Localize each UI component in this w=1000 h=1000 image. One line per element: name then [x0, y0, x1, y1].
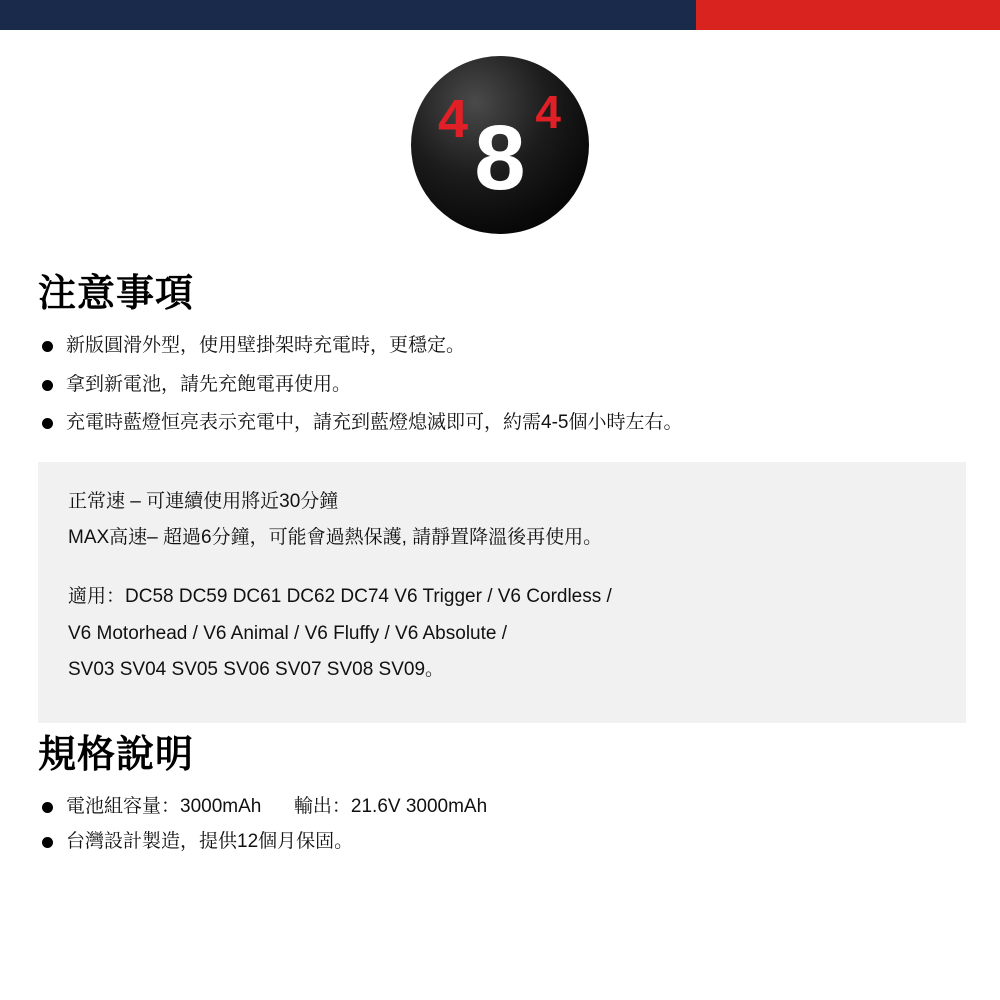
brand-logo-circle-icon — [411, 56, 589, 234]
spec-section-title: 規格說明 — [38, 733, 195, 776]
normal-speed-line: 正常速 – 可連續使用將近30分鐘 — [68, 490, 339, 512]
spec-list — [38, 794, 966, 855]
battery-capacity-label: 電池組容量：3000mAh — [66, 795, 262, 817]
compatibility-line-3: SV03 SV04 SV05 SV06 SV07 SV08 SV09。 — [68, 659, 445, 681]
list-item: 拿到新電池，請先充飽電再使用。 — [38, 372, 966, 398]
compatibility-line-2: V6 Motorhead / V6 Animal / V6 Fluffy / V6 Absolute / — [68, 622, 508, 644]
compatibility-line-1: 適用：DC58 DC59 DC61 DC62 DC74 V6 Trigger / V6 Cordless / — [68, 586, 612, 608]
top-color-bar — [0, 0, 1000, 30]
usage-note-box — [38, 462, 966, 723]
content-area — [38, 262, 966, 865]
notes-section-title: 注意事項 — [38, 273, 195, 315]
max-speed-line: MAX高速– 超過6分鐘，可能會過熱保護, 請靜置降溫後再使用。 — [68, 527, 603, 549]
logo-digit-right: 4 — [535, 86, 561, 138]
battery-output-label: 輸出：21.6V 3000mAh — [293, 795, 488, 817]
list-item: 新版圓滑外型，使用壁掛架時充電時，更穩定。 — [38, 333, 966, 359]
top-bar-red-segment — [696, 0, 1000, 30]
logo-digit-left: 4 — [438, 89, 469, 149]
notes-list — [38, 333, 966, 436]
top-bar-navy-segment — [0, 0, 696, 30]
list-item — [38, 794, 966, 820]
note-box-spacer — [68, 561, 936, 583]
list-item: 充電時藍燈恒亮表示充電中，請充到藍燈熄滅即可，約需4-5個小時左右。 — [38, 410, 966, 436]
logo-digit-center: 8 — [474, 107, 526, 209]
logo-container — [0, 56, 1000, 234]
list-item: 台灣設計製造，提供12個月保固。 — [38, 829, 966, 855]
